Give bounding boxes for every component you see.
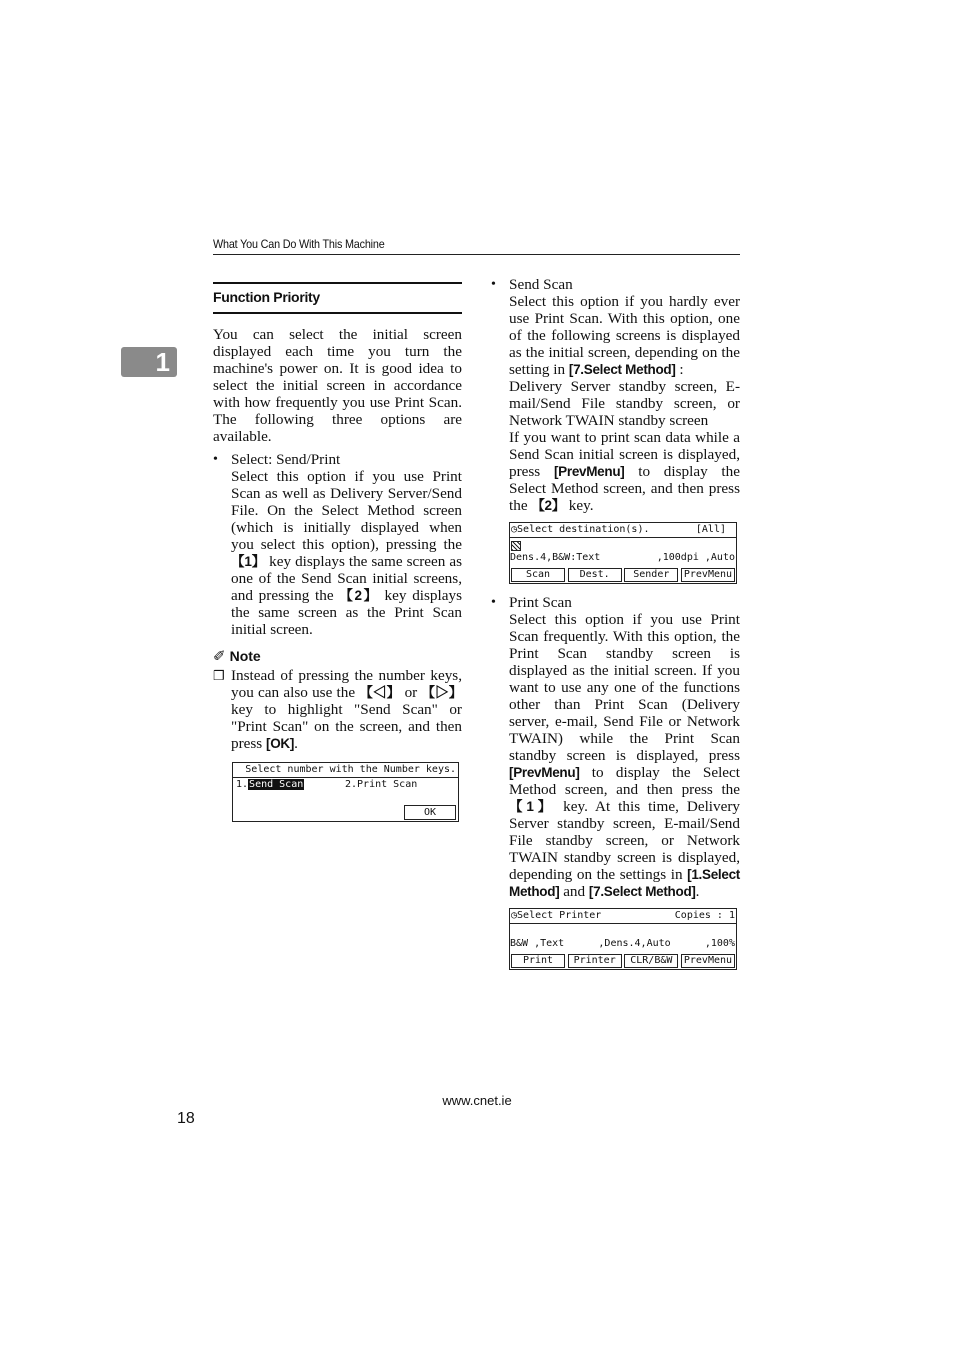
note-heading: ✐ Note	[213, 648, 261, 665]
key-prevmenu: [PrevMenu]	[509, 765, 580, 780]
page-number: 18	[177, 1110, 195, 1127]
clock-icon: ◷	[511, 524, 518, 535]
bullet-dot: •	[491, 277, 496, 292]
lcd-option-print-scan[interactable]: 2.Print Scan	[345, 779, 418, 790]
lcd-title-right: [All]	[695, 524, 726, 535]
lcd-title: ◷Select Printer	[511, 910, 602, 921]
lcd-prevmenu-button[interactable]: PrevMenu	[681, 954, 735, 968]
footer-url[interactable]: www.cnet.ie	[442, 1093, 512, 1108]
bullet-dot: •	[491, 595, 496, 610]
lcd-status: B&W ,Text ,Dens.4,Auto ,100%	[510, 938, 735, 949]
pencil-icon: ✐	[213, 648, 226, 665]
lcd-send-scan	[509, 522, 737, 584]
checkbox-bullet-icon: ❒	[213, 668, 225, 683]
lcd-prevmenu-button[interactable]: PrevMenu	[681, 568, 735, 582]
key-prevmenu: [PrevMenu]	[553, 464, 625, 479]
bullet-text-screens: Delivery Server standby screen, E-mail/Send File standby screen, or Network TWAIN standby screen	[509, 378, 740, 429]
bullet-dot: •	[213, 452, 218, 467]
lcd-scan-button[interactable]: Scan	[511, 568, 565, 582]
key-1: 【1】	[509, 799, 556, 814]
lcd-sender-button[interactable]: Sender	[624, 568, 678, 582]
bullet-text: Select this option if you use Print Scan as well as Delivery Server/Send File. On the Select Method screen (which is initially displayed when you select this option), pressing the 【1】 key displays the same screen as one of the Send Scan initial screens, and pressing the 【2】 key displays the same screen as the Print Scan initial screen.	[231, 468, 463, 638]
lcd-status: Dens.4,B&W:Text ,100dpi ,Auto	[510, 552, 735, 563]
key-select-method-1: [1.Select Method]	[509, 867, 740, 899]
key-2: 【2】	[339, 588, 379, 603]
intro-paragraph: You can select the initial screen displayed each time you turn the machine's power on. It is good idea to select the initial screen in accordance with how frequently you use Print Scan. The following three options are available.	[213, 326, 462, 445]
chapter-tab: 1	[121, 347, 177, 377]
bullet-text: Select this option if you use Print Scan frequently. With this option, the Print Scan standby screen is displayed as the initial screen. If you want to use any one of the functions other than Print Scan (Delivery server, e-mail, Send File or Network TWAIN) while the Print Scan standby screen is displayed, press [PrevMenu] to display the Select Method screen, and then press the 【1】 key. At this time, Delivery Server standby screen, E-mail/Send File standby screen, or Network TWAIN standby screen is displayed, depending on the settings in [1.Select Method] and [7.Select Method].	[509, 611, 740, 900]
note-item: ❒ Instead of pressing the number keys, you can also use the 【◁】 or 【▷】 key to highlight "Send Scan" or "Print Scan" on the screen, and then press [OK].	[213, 667, 463, 752]
bullet-text: Select this option if you hardly ever use Print Scan. With this option, one of the following screens is displayed as the initial screen, depending on the setting in [7.Select Method] :	[509, 293, 740, 378]
clock-icon: ◷	[511, 910, 518, 921]
bullet-text-print: If you want to print scan data while a Send Scan initial screen is displayed, press [PrevMenu] to display the Select Method screen, and then press the 【2】 key.	[509, 429, 740, 514]
lcd-option-send-scan[interactable]: 1.Send Scan	[236, 779, 304, 790]
key-2: 【2】	[531, 498, 565, 513]
key-left-arrow: 【◁】	[359, 685, 401, 700]
lcd-printer-button[interactable]: Printer	[568, 954, 622, 968]
bullet-lead: Print Scan	[509, 594, 572, 611]
lcd-dest-button[interactable]: Dest.	[568, 568, 622, 582]
bullet-print-scan	[491, 594, 740, 970]
lcd-ok-button[interactable]: OK	[404, 805, 456, 820]
key-ok: [OK]	[266, 736, 295, 751]
lcd-clr-bw-button[interactable]: CLR/B&W	[624, 954, 678, 968]
section-title: Function Priority	[213, 282, 462, 314]
left-column	[213, 282, 462, 822]
key-1: 【1】	[231, 554, 266, 569]
lcd-title-right: Copies : 1	[674, 910, 735, 921]
lcd-print-scan	[509, 908, 737, 970]
bullet-send-print	[213, 451, 462, 638]
key-select-method: [7.Select Method]	[568, 362, 676, 377]
bullet-lead: Send Scan	[509, 276, 573, 293]
bullet-lead: Select: Send/Print	[231, 451, 341, 468]
key-right-arrow: 【▷】	[421, 685, 463, 700]
right-column	[491, 276, 740, 970]
lcd-title: ◷Select destination(s).	[511, 524, 650, 535]
header-rule	[213, 254, 740, 255]
bullet-send-scan	[491, 276, 740, 584]
lcd-title: Select number with the Number keys.	[245, 764, 456, 775]
running-head: What You Can Do With This Machine	[213, 237, 385, 251]
lcd-print-button[interactable]: Print	[511, 954, 565, 968]
lcd-select-method	[232, 762, 459, 822]
pattern-icon	[511, 541, 521, 551]
key-select-method-7: [7.Select Method]	[588, 884, 696, 899]
